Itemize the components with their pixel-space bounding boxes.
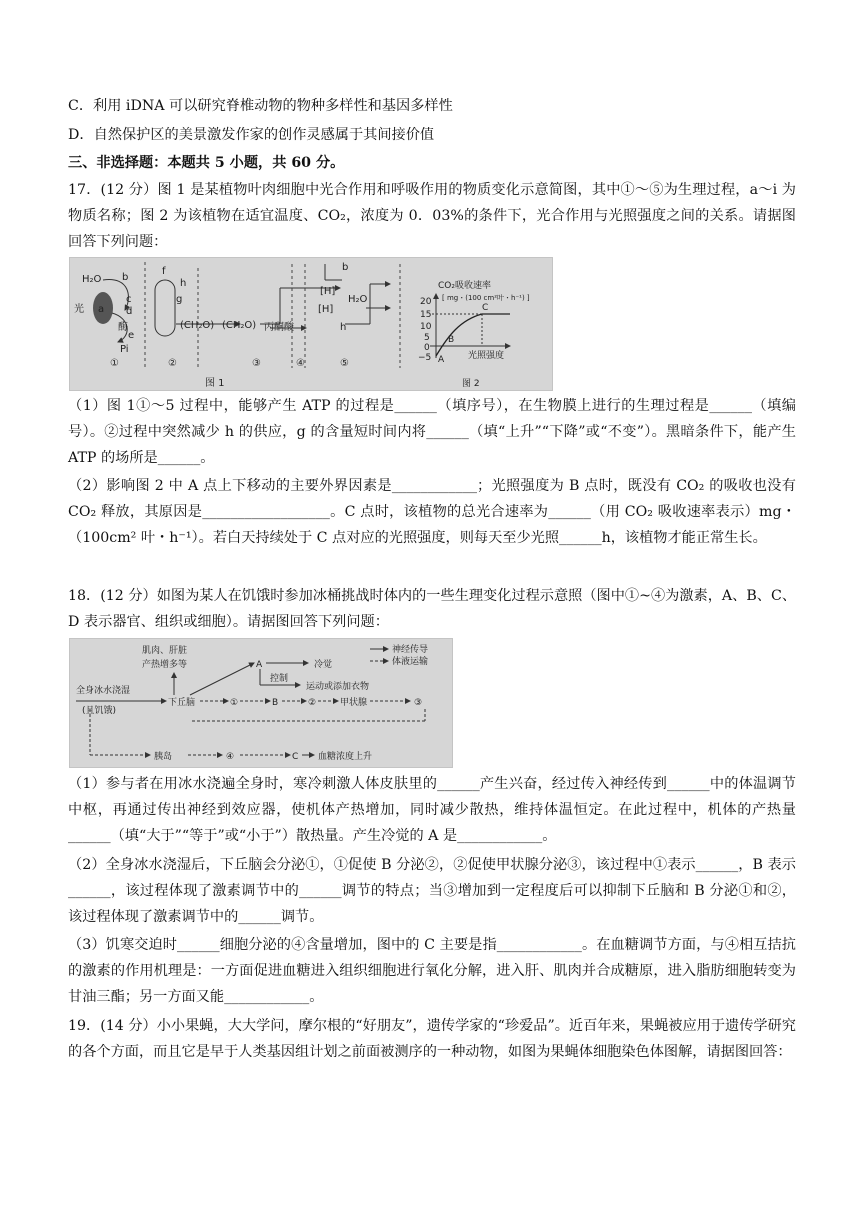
fig2-ytick: 15 xyxy=(420,310,432,320)
fig1-label: e xyxy=(128,330,135,341)
fig1-caption: 图 1 xyxy=(205,378,225,389)
fig2-point: A xyxy=(438,355,445,365)
fig1-label: (CH₂O) xyxy=(180,320,215,331)
q18-fig-label: A xyxy=(256,660,263,670)
fig1-label: f xyxy=(162,266,166,277)
fig1-label: [H] xyxy=(320,286,336,297)
fig1-label: c xyxy=(126,294,132,305)
fig1-label: Pi xyxy=(120,344,129,355)
q17-sub1: （1）图 1①～5 过程中，能够产生 ATP 的过程是______（填序号），在生物膜上进行的生理过程是______（填编号）。②过程中突然减少 h 的供应，g 的含量短时间内将______（填“上升”“下降”或“不变”）。黑暗条件下，能产生 ATP 的场所是______。 xyxy=(68,398,796,466)
q18-fig-label: ② xyxy=(308,698,317,708)
q18-sub1: （1）参与者在用冰水浇遍全身时，寒冷刺激人体皮肤里的______产生兴奋，经过传入神经传到______中的体温调节中枢，再通过传出神经到效应器，使机体产热增加，同时减少散热，维持体温恒定。在此过程中，机体的产热量______（填“大于”“等于”或“小于”）散热量。产生冷觉的 A 是____________。 xyxy=(68,776,796,844)
q18-fig-label: C xyxy=(292,752,299,762)
q18-fig-label: 甲状腺 xyxy=(340,698,368,708)
fig1-label: ① xyxy=(110,358,119,369)
fig2-ytick: 5 xyxy=(424,333,430,343)
fig2-caption: 图 2 xyxy=(462,379,480,389)
fig1-label: 酶 xyxy=(118,322,128,333)
fig1-label: a xyxy=(98,304,105,315)
fig1-label: ⑤ xyxy=(340,358,349,369)
q18-sub3: （3）饥寒交迫时______细胞分泌的④含量增加，图中的 C 主要是指____________。在血糖调节方面，与④相互拮抗的激素的作用机理是：一方面促进血糖进入组织细胞进行氧化分解，进入肝、肌肉并合成糖原，进入脂肪细胞转变为甘油三酯；另一方面又能____________。 xyxy=(68,937,796,1005)
q17-sub2: （2）影响图 2 中 A 点上下移动的主要外界因素是____________；光照强度为 B 点时，既没有 CO₂ 的吸收也没有 CO₂ 释放，其原因是__________________。C 点时，该植物的总光合速率为______（用 CO₂ 吸收速率表示）mg・（100cm² 叶・h⁻¹）。若白天持续处于 C 点对应的光照强度，则每天至少光照______h，该植物才能正常生长。 xyxy=(68,478,796,546)
fig1-label: ③ xyxy=(252,358,261,369)
fig1-label: d xyxy=(126,306,133,317)
q18-figure xyxy=(69,638,453,768)
fig2-point: B xyxy=(448,335,455,345)
fig1-label: h xyxy=(180,278,187,289)
fig2-yunit: [ mg・(100 cm²叶・h⁻¹) ] xyxy=(442,294,530,302)
q18-fig-label: 体液运输 xyxy=(392,657,429,667)
q18-sub2: （2）全身冰水浇湿后，下丘脑会分泌①，①促使 B 分泌②，②促使甲状腺分泌③，该过程中①表示______，B 表示______，该过程体现了激素调节中的______调节的特点；当③增加到一定程度后可以抑制下丘脑和 B 分泌①和②，该过程体现了激素调节中的______调节。 xyxy=(68,857,796,925)
q18-fig-label: 全身冰水浇湿 xyxy=(76,686,131,696)
q19-stem: 19．(14 分）小小果蝇，大大学问，摩尔根的“好朋友”，遗传学家的“珍爱品”。近百年来，果蝇被应用于遗传学研究的各个方面，而且它是早于人类基因组计划之前面被测序的一种动物，如图为果蝇体细胞染色体图解，请据图回答： xyxy=(68,1018,796,1060)
q17-stem: 17．(12 分）图 1 是某植物叶肉细胞中光合作用和呼吸作用的物质变化示意简图，其中①～⑤为生理过程，a～i 为物质名称；图 2 为该植物在适宜温度、CO₂，浓度为 0．03%的条件下，光合作用与光照强度之间的关系。请据图回答下列问题： xyxy=(68,182,796,250)
q18-fig-label: 运动或添加衣物 xyxy=(306,682,370,692)
q18-fig-label: 冷觉 xyxy=(314,660,333,670)
fig2-xlabel: 光照强度 xyxy=(468,351,505,361)
q17-figure xyxy=(69,257,553,391)
fig1-label: ④ xyxy=(296,358,305,369)
fig2-ytick: −5 xyxy=(418,353,432,363)
fig1-label: H₂O xyxy=(82,274,102,285)
q18-fig-label: 产热增多等 xyxy=(142,660,188,670)
fig2-point: C xyxy=(482,303,489,313)
fig1-label: 光 xyxy=(74,304,84,315)
q18-fig-label: 胰岛 xyxy=(154,752,173,762)
q18-fig-label: ④ xyxy=(226,752,235,762)
q18-fig-label: 控制 xyxy=(270,674,289,684)
option-d: D．自然保护区的美景激发作家的创作灵感属于其间接价值 xyxy=(68,127,435,143)
q18-fig-label: 血糖浓度上升 xyxy=(318,752,373,762)
fig2-graph xyxy=(418,279,530,389)
fig1-label: (CH₂O) xyxy=(222,320,257,331)
q18-fig-label: (且饥饿) xyxy=(82,706,117,716)
fig2-ytick: 10 xyxy=(420,322,432,332)
fig2-ylabel: CO₂吸收速率 xyxy=(438,281,491,291)
fig1-label: h xyxy=(340,322,347,333)
q18-stem: 18．(12 分）如图为某人在饥饿时参加冰桶挑战时体内的一些生理变化过程示意照（图中①~④为激素，A、B、C、D 表示器官、组织或细胞）。请据图回答下列问题： xyxy=(68,588,797,630)
fig1-label: ② xyxy=(168,358,177,369)
section-heading: 三、非选择题：本题共 5 小题，共 60 分。 xyxy=(68,155,345,171)
fig2-ytick: 20 xyxy=(420,297,432,307)
q18-fig-label: 肌肉、肝脏 xyxy=(142,646,188,656)
fig1-label: [H] xyxy=(318,304,334,315)
fig1-label: g xyxy=(176,294,183,305)
fig1-label: H₂O xyxy=(348,294,368,305)
q18-fig-label: B xyxy=(272,698,279,708)
fig2-ytick: 0 xyxy=(424,343,430,353)
q18-fig-label: 神经传导 xyxy=(392,645,429,655)
fig1-label: b xyxy=(122,272,129,283)
q18-figure-svg xyxy=(70,639,452,767)
q17-figure-svg xyxy=(70,258,552,390)
fig1-label: b xyxy=(342,262,349,273)
fig1-label: 丙酮酸 xyxy=(264,322,294,333)
option-c: C．利用 iDNA 可以研究脊椎动物的物种多样性和基因多样性 xyxy=(68,98,453,114)
q18-fig-label: ① xyxy=(230,698,239,708)
q18-fig-label: ③ xyxy=(414,698,423,708)
q18-fig-label: 下丘脑 xyxy=(168,698,196,708)
